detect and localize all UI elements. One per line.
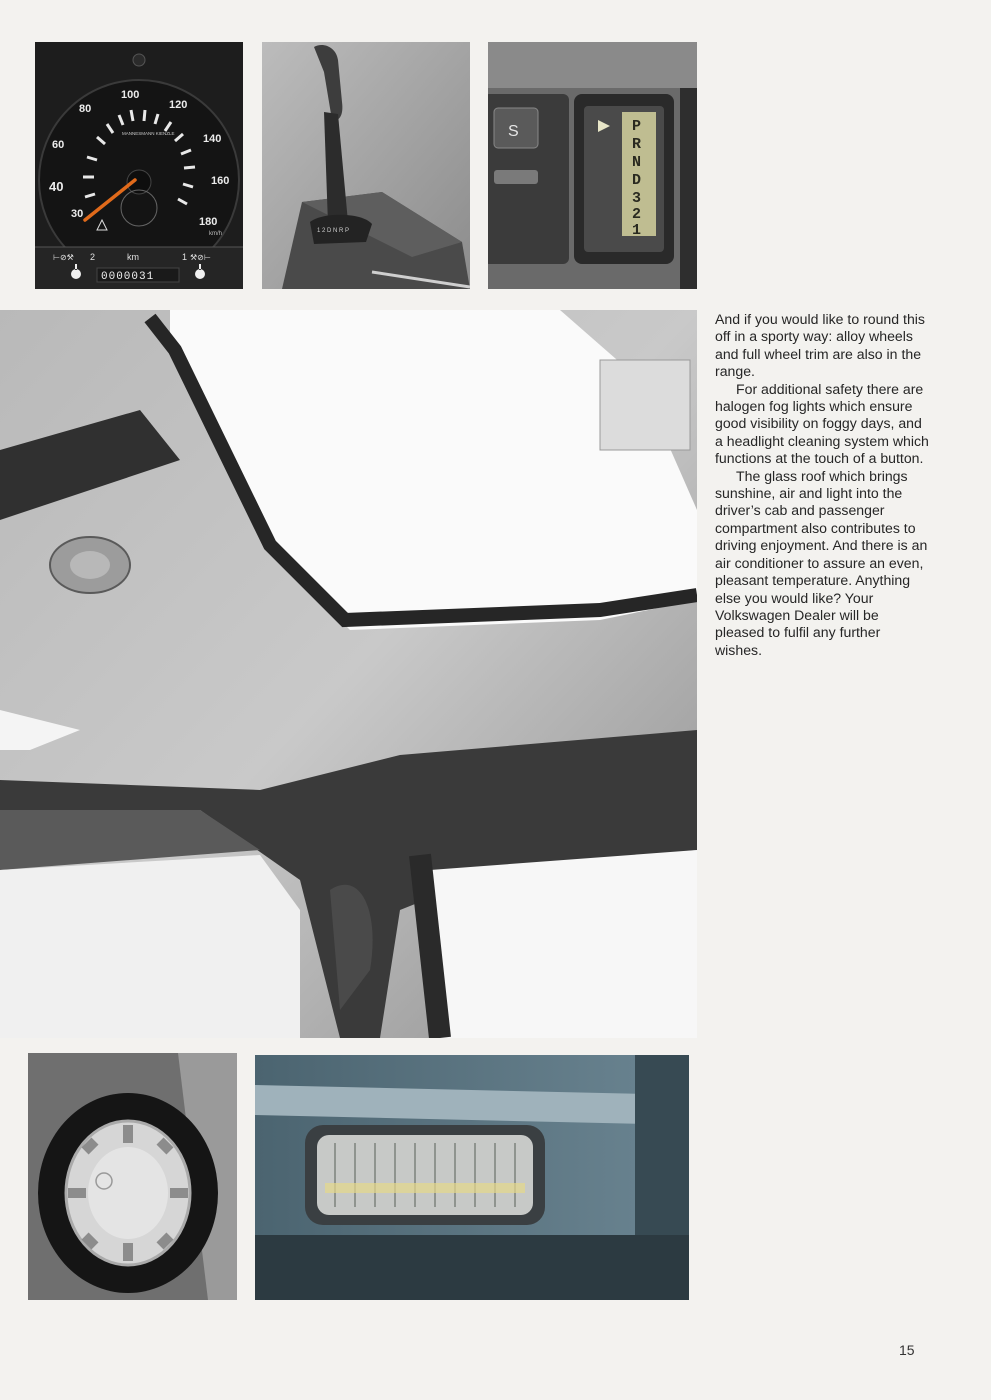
svg-text:1 2 D N R P: 1 2 D N R P — [317, 228, 350, 234]
wheel-trim-illustration — [28, 1053, 237, 1300]
page-number: 15 — [899, 1342, 915, 1358]
speed-tick-100: 100 — [121, 89, 140, 101]
odometer-value: 0000031 — [101, 271, 155, 283]
sport-button-label: S — [508, 123, 519, 140]
gear-3: 3 — [632, 190, 642, 207]
gear-n: N — [632, 154, 642, 171]
speed-tick-40: 40 — [49, 179, 64, 194]
gear-1: 1 — [632, 222, 642, 239]
speed-unit-label: km/h — [209, 231, 223, 237]
brand-label: MANNESMANN KIENZLE — [122, 131, 175, 136]
left-indicator: 2 — [90, 252, 96, 262]
glass-roof-photo — [0, 310, 697, 1038]
speed-tick-180: 180 — [199, 216, 218, 228]
gear-indicator-photo — [488, 42, 697, 289]
svg-text:⊢⊘⚒: ⊢⊘⚒ — [53, 253, 74, 262]
paragraph-glass-roof: The glass roof which brings sunshine, air and light into the driver’s cab and passenger compartment also contributes to driving enjoyment. And there is an air conditioner to assure an even, pleasant temperature. Anything else you would like? Your Volkswagen Dealer will be pleased to fulfil any further wishes. — [715, 467, 928, 658]
fog-light-illustration — [255, 1055, 689, 1300]
speedometer-photo — [35, 42, 243, 289]
speed-tick-140: 140 — [203, 133, 222, 145]
gear-2: 2 — [632, 206, 642, 223]
speed-tick-120: 120 — [169, 99, 188, 111]
right-indicator: 1 — [182, 252, 188, 262]
gear-r: R — [632, 136, 642, 153]
speed-tick-160: 160 — [211, 175, 230, 187]
gear-shifter-photo — [262, 42, 470, 289]
gear-p: P — [632, 118, 642, 135]
gear-d: D — [632, 172, 642, 189]
wheel-trim-photo — [28, 1053, 237, 1300]
paragraph-alloy-wheels: And if you would like to round this off in a sporty way: alloy wheels and full wheel trim are also in the range. — [715, 311, 925, 380]
speed-tick-60: 60 — [52, 139, 65, 151]
svg-text:⚒⊘⊢: ⚒⊘⊢ — [190, 253, 211, 262]
odometer-label: km — [127, 252, 139, 262]
speed-tick-30: 30 — [71, 208, 84, 220]
speedometer-illustration — [35, 42, 243, 289]
speed-tick-80: 80 — [79, 103, 92, 115]
paragraph-fog-lights: For additional safety there are halogen fog lights which ensure good visibility on foggy days, and a headlight cleaning system which functions at the touch of a button. — [715, 380, 929, 467]
glass-roof-illustration — [0, 310, 697, 1038]
gear-indicator-illustration — [488, 42, 697, 289]
body-text — [715, 311, 930, 659]
gear-shifter-illustration — [262, 42, 470, 289]
fog-light-photo — [255, 1055, 689, 1300]
